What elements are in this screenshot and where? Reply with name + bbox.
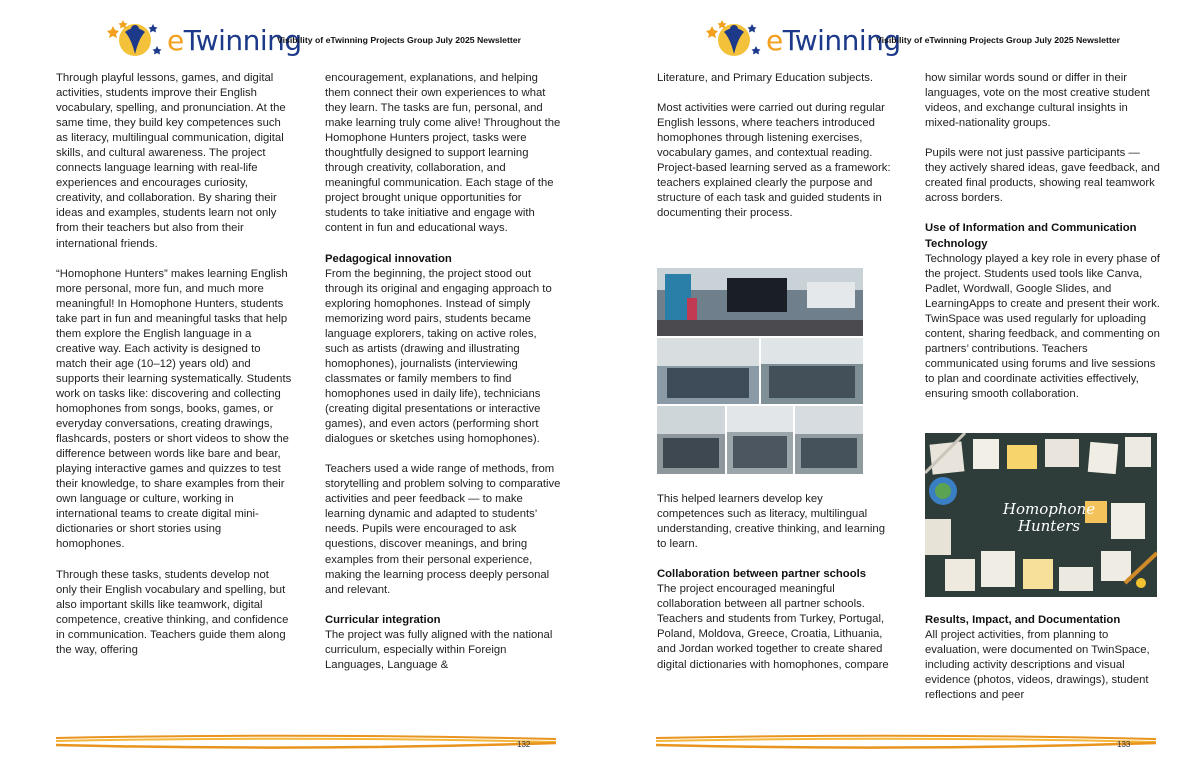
page-header xyxy=(105,18,585,62)
footer-swoosh xyxy=(656,733,1156,751)
paragraph: Technology played a key role in every phase of the project. Students used tools like Canva, Padlet, Wordwall, Google Slides, and LearningApps to create and present their work. TwinSpace was used regularly for uploading content, sharing feedback, and commenting on partners’ contributions. Teachers communicated using forums and live sessions to plan and coordinate activities effectively, ensuring smooth collaboration. xyxy=(925,252,1160,400)
paragraph: Pupils were not just passive participants — they actively shared ideas, gave feedback, and created final products, showing real teamwork across borders. xyxy=(925,147,1160,205)
paragraph: Teachers used a wide range of methods, from storytelling and problem solving to comparative activities and peer feedback — to make learning dynamic and adapted to students’ needs. Pupils were encouraged to ask questions, discover meanings, and bring examples from their personal experience, making the learning process deeply personal and relevant. xyxy=(325,463,561,596)
page-number: 133 xyxy=(1117,740,1131,749)
right-column-1-lower xyxy=(657,492,893,688)
paragraph: The project encouraged meaningful collaboration between all partner schools. Teachers and students from Turkey, Portugal, Poland, Moldova, Greece, Croatia, Lithuania, and Jordan worked together to create shared digital dictionaries with homophones, compare xyxy=(657,583,889,671)
section-heading: Pedagogical innovation xyxy=(325,252,452,265)
left-column-1 xyxy=(56,71,292,673)
paragraph: From the beginning, the project stood out through its original and engaging approach to exploring homophones. Instead of simply memorizing word pairs, students became language explorers, taking on active roles, such as artists (drawing and illustrating homophones), journalists (interviewing classmates or family members to find homophones used in daily life), technicians (creating digital presentations or interactive games), and even actors (performing short dialogues or sketches using homophones). xyxy=(325,267,552,446)
classroom-photo-collage xyxy=(657,268,863,474)
board-title-line: Hunters xyxy=(1017,517,1081,535)
etwinning-emblem-icon xyxy=(704,18,764,62)
paragraph: Through these tasks, students develop not only their English vocabulary and spelling, but also important skills like teamwork, digital competence, creative thinking, and confidence in communication. Teachers guide them along the way, offering xyxy=(56,568,289,656)
paragraph: All project activities, from planning to evaluation, were documented on TwinSpace, including activity descriptions and visual evidence (photos, videos, drawings), student reflections and peer xyxy=(925,629,1150,702)
right-column-2 xyxy=(925,71,1161,417)
right-page xyxy=(600,0,1200,776)
page-number: 132 xyxy=(517,740,531,749)
board-title xyxy=(1001,501,1097,535)
page-header xyxy=(704,18,1184,62)
section-heading: Results, Impact, and Documentation xyxy=(925,614,1121,626)
etwinning-emblem-icon xyxy=(105,18,165,62)
logo-wordmark: eTwinning xyxy=(167,24,302,57)
paragraph: Through playful lessons, games, and digital activities, students improve their English vocabulary, spelling, and pronunciation. At the same time, they build key competences such as literacy, multilingual communication, digital skills, and cultural awareness. The project connects language learning with real-life experiences and encourages curiosity, creativity, and collaboration. By sharing their ideas and examples, students learn not only from their teachers but also from their international friends. xyxy=(56,72,286,250)
board-title-line: Homophone xyxy=(1002,500,1096,518)
paragraph: how similar words sound or differ in their languages, vote on the most creative student videos, and exchange cultural insights in mixed-nationality groups. xyxy=(925,72,1150,130)
etwinning-logo xyxy=(105,18,302,62)
homophone-hunters-board-image xyxy=(925,433,1157,597)
section-heading: Collaboration between partner schools xyxy=(657,568,867,581)
paragraph: Literature, and Primary Education subjects. xyxy=(657,72,874,84)
footer-swoosh xyxy=(56,733,556,751)
paragraph: encouragement, explanations, and helping them connect their own experiences to what they learn. The tasks are fun, personal, and make learning truly come alive! Throughout the Homophone Hunters project, tasks were thoughtfully designed to support learning through creativity, collaboration, and meaningful communication. Each stage of the project brought unique opportunities for students to take initiative and engage with content in fun and educational ways. xyxy=(325,72,561,235)
right-column-1 xyxy=(657,71,893,237)
section-heading: Use of Information and Communication Technology xyxy=(925,222,1137,250)
classroom-photos-image xyxy=(657,268,863,474)
newsletter-title: Visibility of eTwinning Projects Group July 2025 Newsletter xyxy=(876,35,1120,45)
paragraph: Most activities were carried out during regular English lessons, where teachers introduced homophones through listening exercises, vocabulary games, and contextual reading. Project-based learning served as a framework: teachers explained clearly the purpose and structure of each task and guided students in documenting their process. xyxy=(657,102,891,220)
logo-wordmark: eTwinning xyxy=(766,24,901,57)
newsletter-title: Visibility of eTwinning Projects Group July 2025 Newsletter xyxy=(277,35,521,45)
section-heading: Curricular integration xyxy=(325,613,441,626)
left-column-2 xyxy=(325,71,561,688)
paragraph: This helped learners develop key competences such as literacy, multilingual understanding, creative thinking, and learning to learn. xyxy=(657,493,885,551)
right-column-2-lower xyxy=(925,613,1161,718)
paragraph: “Homophone Hunters” makes learning English more personal, more fun, and much more meaningful! In Homophone Hunters, students take part in fun and meaningful tasks that help them explore the English language in a creative way. Each activity is designed to match their age (10–12) years old) and supports their learning systematically. Students work on tasks like: discovering and collecting homophones from songs, books, games, or everyday conversations, creating drawings, flashcards, posters or short videos to show the difference between words like bare and bear, playing interactive games and quizzes to test their knowledge, to share examples from their own language or culture, working in international teams to create digital mini-dictionaries or short stories using homophones. xyxy=(56,267,292,551)
paragraph: The project was fully aligned with the national curriculum, especially within Foreign Languages, Language & xyxy=(325,628,553,671)
etwinning-logo xyxy=(704,18,901,62)
